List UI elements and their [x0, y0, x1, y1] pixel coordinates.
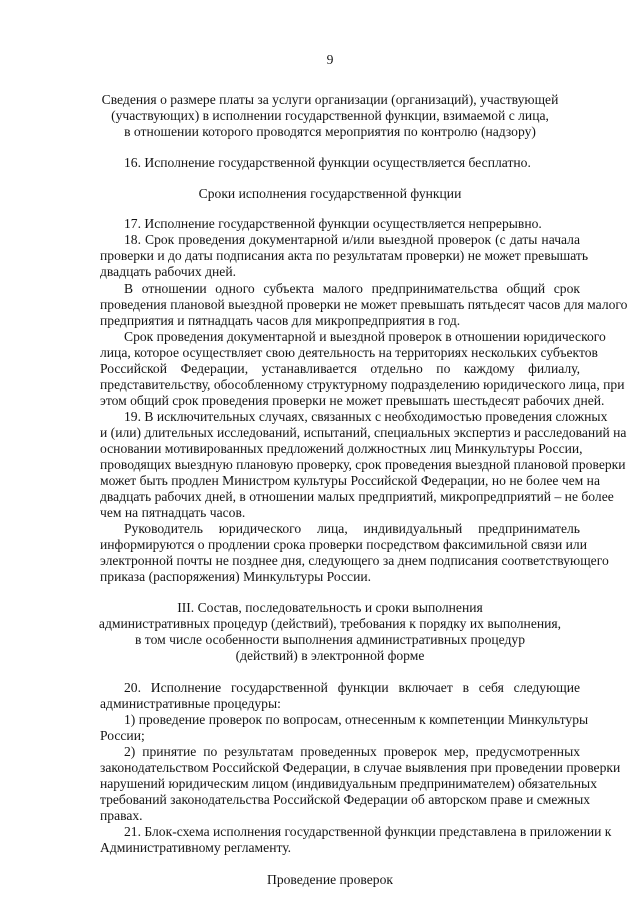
text-line: России; — [100, 728, 145, 743]
heading-line: III. Состав, последовательность и сроки выполнения — [177, 600, 483, 615]
text-line: Срок проведения документарной и выездной проверок в отношении юридического — [124, 329, 606, 344]
heading-line: (действий) в электронной форме — [235, 648, 425, 663]
text-line: предприятия и пятнадцать часов для микропредприятия в год. — [100, 313, 461, 328]
text-line: нарушений юридическим лицом (индивидуальным предпринимателем) обязательных — [100, 776, 597, 791]
paragraph-17: 17. Исполнение государственной функции осуществляется непрерывно. — [124, 216, 542, 231]
heading-inspections: Проведение проверок — [267, 872, 393, 887]
text-line: Руководитель юридического лица, индивидуальный предприниматель — [124, 521, 580, 536]
text-line: информируются о продлении срока проверки посредством факсимильной связи или — [100, 537, 587, 552]
heading-terms: Сроки исполнения государственной функции — [198, 186, 462, 201]
text-line: двадцать рабочих дней, в отношении малых предприятий, микропредприятий – не более — [100, 489, 614, 504]
text-line: может быть продлен Министром культуры Российской Федерации, но не более чем на — [100, 473, 600, 488]
text-line: законодательством Российской Федерации, в случае выявления при проведении проверки — [100, 760, 621, 775]
text-line: правах. — [100, 808, 143, 823]
heading-line: Сведения о размере платы за услуги организации (организаций), участвующей — [101, 92, 559, 107]
text-line: требований законодательства Российской Федерации об авторском праве и смежных — [100, 792, 591, 807]
text-line: приказа (распоряжения) Минкультуры России. — [100, 569, 372, 584]
text-line: 21. Блок-схема исполнения государственной функции представлена в приложении к — [124, 824, 612, 839]
text-line: проверки и до даты подписания акта по результатам проверки) не может превышать — [100, 248, 589, 263]
heading-line: в отношении которого проводятся мероприятия по контролю (надзору) — [124, 124, 536, 139]
text-line: В отношении одного субъекта малого предпринимательства общий срок — [124, 281, 580, 296]
text-line: лица, которое осуществляет свою деятельность на территориях нескольких субъектов — [100, 345, 598, 360]
heading-line: административных процедур (действий), требования к порядку их выполнения, — [98, 616, 562, 631]
text-line: 18. Срок проведения документарной и/или выездной проверок (с даты начала — [124, 232, 580, 247]
text-line: проводящих выездную плановую проверку, срок проведения выездной плановой проверки — [100, 457, 626, 472]
text-line: представительству, обособленному структурному подразделению юридического лица, при — [100, 377, 625, 392]
text-line: электронной почты не позднее дня, следующего за днем подписания соответствующего — [100, 553, 609, 568]
text-line: двадцать рабочих дней. — [100, 264, 236, 279]
text-line: чем на пятнадцать часов. — [100, 505, 246, 520]
heading-line: в том числе особенности выполнения административных процедур — [134, 632, 526, 647]
text-line: этом общий срок проведения проверки не может превышать шестьдесят рабочих дней. — [100, 393, 605, 408]
text-line: 1) проведение проверок по вопросам, отнесенным к компетенции Минкультуры — [124, 712, 589, 727]
text-line: основании мотивированных предложений должностных лиц Минкультуры России, — [100, 441, 583, 456]
text-line: 20. Исполнение государственной функции включает в себя следующие — [124, 680, 580, 695]
text-line: Административному регламенту. — [100, 840, 292, 855]
page-number: 9 — [326, 52, 334, 67]
text-line: и (или) длительных исследований, испытаний, специальных экспертиз и расследований на — [100, 425, 627, 440]
paragraph-16: 16. Исполнение государственной функции осуществляется бесплатно. — [124, 155, 531, 170]
heading-line: (участвующих) в исполнении государственной функции, взимаемой с лица, — [111, 108, 549, 123]
text-line: проведения плановой выездной проверки не может превышать пятьдесят часов для малого — [100, 297, 628, 312]
text-line: Российской Федерации, устанавливается отдельно по каждому филиалу, — [100, 361, 580, 376]
text-line: административные процедуры: — [100, 696, 281, 711]
text-line: 2) принятие по результатам проведенных проверок мер, предусмотренных — [124, 744, 580, 759]
text-line: 19. В исключительных случаях, связанных с необходимостью проведения сложных — [124, 409, 608, 424]
